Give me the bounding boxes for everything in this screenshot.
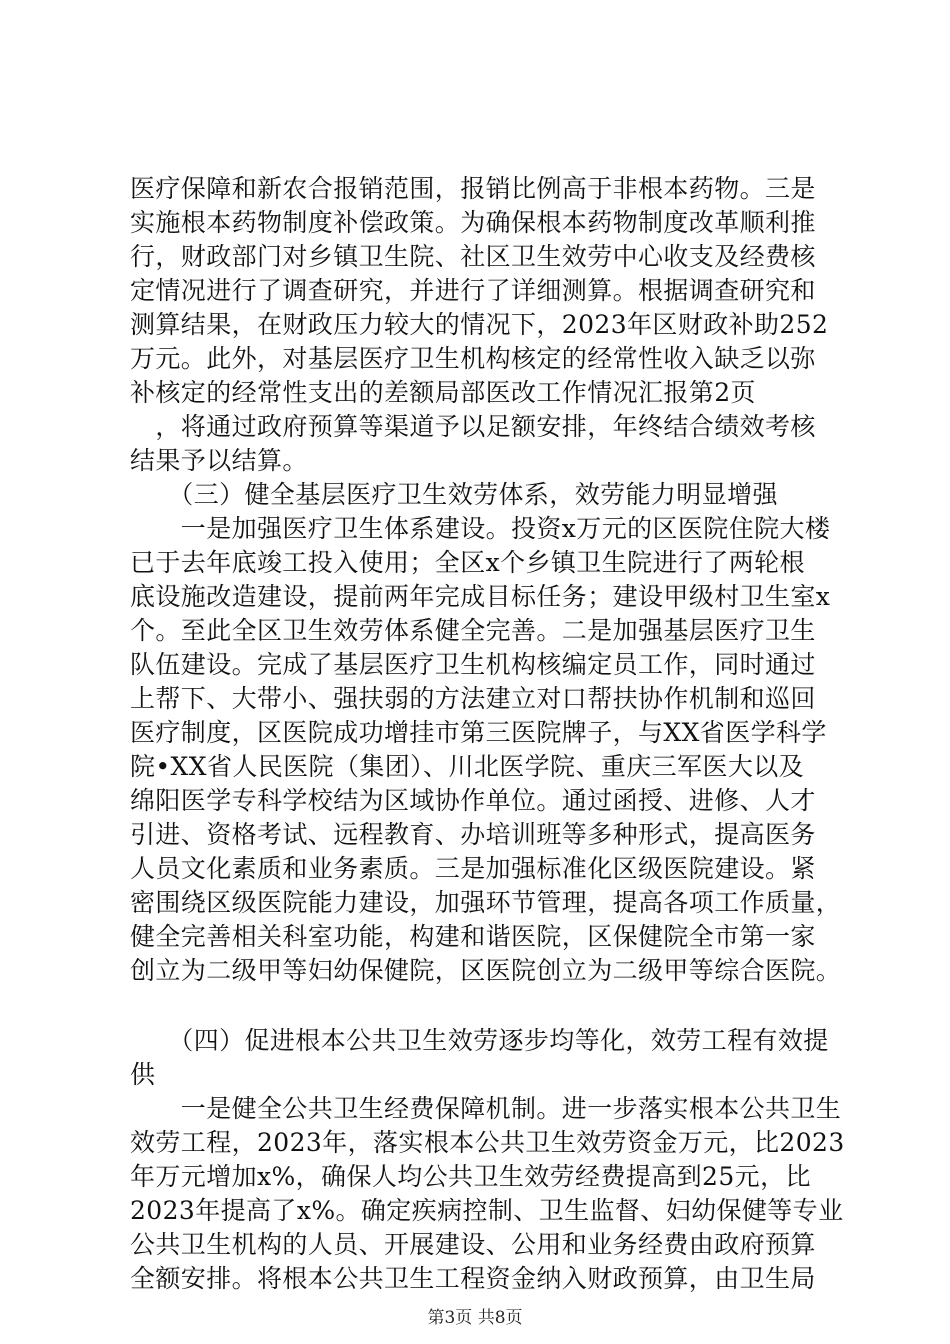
body-line: 行，财政部门对乡镇卫生院、社区卫生效劳中心收支及经费核 bbox=[130, 242, 816, 271]
body-line: 万元。此外，对基层医疗卫生机构核定的经常性收入缺乏以弥 bbox=[130, 344, 816, 373]
body-line: 2023年提高了x%。确定疾病控制、卫生监督、妇幼保健等专业 bbox=[130, 1196, 844, 1225]
body-line: 一是加强医疗卫生体系建设。投资x万元的区医院住院大楼 bbox=[130, 514, 831, 543]
section-heading-continued: 供 bbox=[130, 1060, 156, 1089]
body-line: 院•XX省人民医院（集团）、川北医学院、重庆三军医大以及 bbox=[130, 752, 805, 781]
page-footer: 第3页 共8页 bbox=[427, 1308, 523, 1328]
body-line: 全额安排。将根本公共卫生工程资金纳入财政预算，由卫生局 bbox=[130, 1264, 816, 1293]
body-line: 上帮下、大带小、强扶弱的方法建立对口帮扶协作机制和巡回 bbox=[130, 684, 816, 713]
body-line: ，将通过政府预算等渠道予以足额安排，年终结合绩效考核 bbox=[130, 412, 816, 441]
section-heading: （三）健全基层医疗卫生效劳体系，效劳能力明显增强 bbox=[130, 480, 778, 509]
body-line: 底设施改造建设，提前两年完成目标任务；建设甲级村卫生室x bbox=[130, 582, 831, 611]
body-line: 密围绕区级医院能力建设，加强环节管理，提高各项工作质量， bbox=[130, 888, 842, 917]
body-line: 一是健全公共卫生经费保障机制。进一步落实根本公共卫生 bbox=[130, 1094, 842, 1123]
body-line: 已于去年底竣工投入使用；全区x个乡镇卫生院进行了两轮根 bbox=[130, 548, 805, 577]
body-line: 医疗制度，区医院成功增挂市第三医院牌子，与XX省医学科学 bbox=[130, 718, 827, 747]
body-line: 结果予以结算。 bbox=[130, 446, 308, 475]
body-line: 绵阳医学专科学校结为区域协作单位。通过函授、进修、人才 bbox=[130, 786, 816, 815]
body-line: 定情况进行了调查研究，并进行了详细测算。根据调查研究和 bbox=[130, 276, 816, 305]
body-line: 队伍建设。完成了基层医疗卫生机构核编定员工作，同时通过 bbox=[130, 650, 816, 679]
body-line: 个。至此全区卫生效劳体系健全完善。二是加强基层医疗卫生 bbox=[130, 616, 816, 645]
body-line: 实施根本药物制度补偿政策。为确保根本药物制度改革顺利推 bbox=[130, 208, 816, 237]
body-line: 公共卫生机构的人员、开展建设、公用和业务经费由政府预算 bbox=[130, 1230, 816, 1259]
body-line: 健全完善相关科室功能，构建和谐医院，区保健院全市第一家 bbox=[130, 922, 816, 951]
body-line: 医疗保障和新农合报销范围，报销比例高于非根本药物。三是 bbox=[130, 174, 816, 203]
body-line: 创立为二级甲等妇幼保健院，区医院创立为二级甲等综合医院。 bbox=[130, 956, 842, 985]
body-line: 引进、资格考试、远程教育、办培训班等多种形式，提高医务 bbox=[130, 820, 816, 849]
body-line: 测算结果，在财政压力较大的情况下，2023年区财政补助252 bbox=[130, 310, 829, 339]
section-heading: （四）促进根本公共卫生效劳逐步均等化，效劳工程有效提 bbox=[130, 1026, 829, 1055]
body-line: 效劳工程，2023年，落实根本公共卫生效劳资金万元，比2023 bbox=[130, 1128, 845, 1157]
body-line: 人员文化素质和业务素质。三是加强标准化区级医院建设。紧 bbox=[130, 854, 816, 883]
body-line: 年万元增加x%，确保人均公共卫生效劳经费提高到25元，比 bbox=[130, 1162, 811, 1191]
body-line: 补核定的经常性支出的差额局部医改工作情况汇报第2页 bbox=[130, 378, 756, 407]
